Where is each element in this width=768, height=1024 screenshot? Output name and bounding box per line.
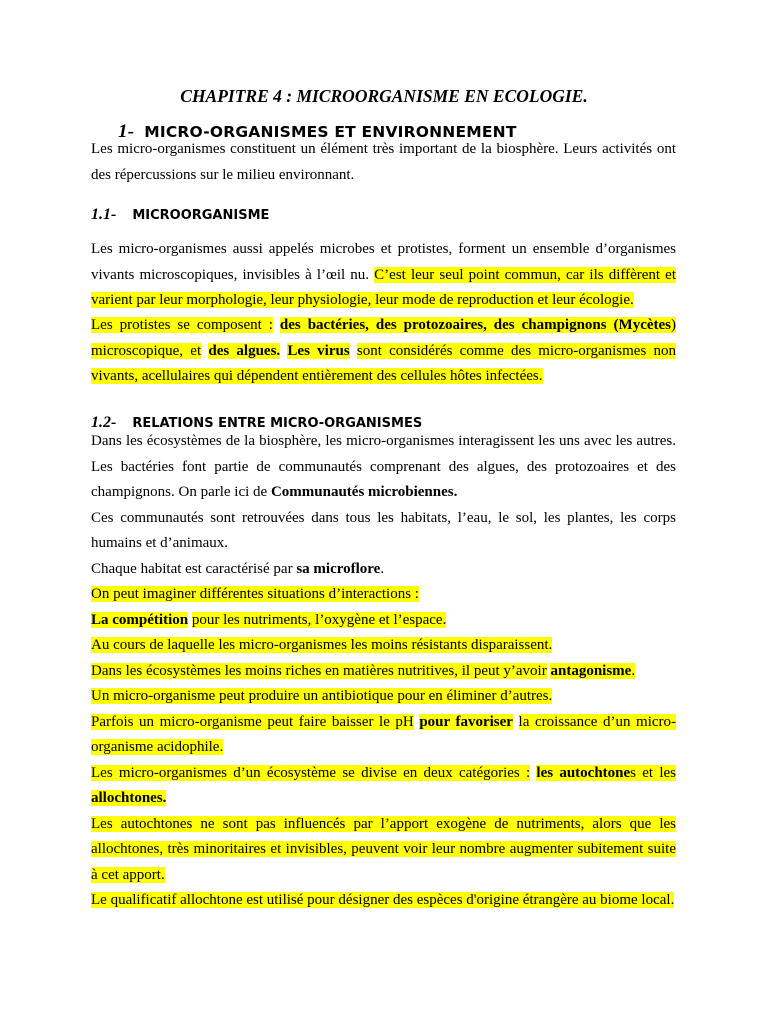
paragraph: Ces communautés sont retrouvées dans tous les habitats, l’eau, le sol, les plantes, les corps humains et d’animaux.: [91, 509, 676, 551]
highlighted-text: Dans les écosystèmes les moins riches en matières nutritives, il peut y’avoir: [91, 662, 547, 679]
highlighted-text: Les protistes se composent :: [91, 317, 273, 333]
paragraph: [91, 888, 676, 914]
chapter-title: CHAPITRE 4 : MICROORGANISME EN ECOLOGIE.: [180, 86, 588, 106]
bold-highlighted-text: des algues.: [208, 342, 281, 359]
section-1-2-title: RELATIONS ENTRE MICRO-ORGANISMES: [132, 416, 423, 431]
paragraph-protists: [91, 313, 676, 390]
text-run: .: [380, 560, 385, 577]
intro-line-1: Les micro-organismes constituent un élément très important de la biosphère. Leurs activités ont: [91, 141, 676, 157]
bold-highlighted-text: La compétition: [91, 611, 189, 628]
highlighted-text: Parfois un micro-organisme peut faire baisser le pH: [91, 713, 414, 730]
paragraph: [91, 582, 676, 608]
section-1-title: MICRO-ORGANISMES ET ENVIRONNEMENT: [144, 123, 517, 141]
paragraph: [91, 812, 676, 889]
highlighted-text: Le qualificatif allochtone est utilisé pour désigner des espèces d'origine étrangère au biome local.: [91, 892, 675, 908]
text-run: Dans les écosystèmes de la biosphère, les micro-organismes interagissent les uns avec les autres. Les bactéries font partie de communautés comprenant des algues, des protozoaires et des champignons. On parle ici de: [91, 433, 676, 500]
paragraph-microorganisms: [91, 237, 676, 314]
bold-highlighted-text: allochtones.: [91, 790, 167, 806]
highlighted-text: Un micro-organisme peut produire un antibiotique pour en éliminer d’autres.: [91, 688, 553, 704]
highlighted-text: ) microscopique, et: [91, 317, 677, 359]
section-1-2-number: 1.2-: [91, 414, 117, 431]
highlighted-text: sont considérés comme des micro-organismes non vivants, acellulaires qui dépendent entièrement des cellules hôtes infectées.: [91, 342, 677, 384]
text-run: Les micro-organismes aussi appelés microbes et protistes, forment un ensemble d’organismes vivants microscopiques, invisibles à l’œil nu.: [91, 241, 676, 283]
section-1-number: 1-: [118, 121, 135, 142]
section-1-1-title: MICROORGANISME: [132, 208, 270, 223]
bold-highlighted-text: antagonisme: [550, 662, 632, 679]
section-1-intro: [91, 137, 676, 188]
highlighted-text: Au cours de laquelle les micro-organismes les moins résistants disparaissent.: [91, 637, 553, 653]
section-1-2-body: [91, 429, 676, 914]
paragraph: [91, 608, 676, 634]
text-run: Chaque habitat est caractérisé par: [91, 560, 293, 577]
paragraph: [91, 659, 676, 685]
bold-highlighted-text: les autochtone: [536, 764, 631, 781]
bold-text: Communautés microbiennes.: [270, 484, 458, 500]
highlighted-text: s et les: [630, 764, 676, 781]
bold-text: sa microflore: [296, 560, 381, 577]
highlighted-text: On peut imaginer différentes situations d’interactions :: [91, 586, 419, 602]
bold-highlighted-text: des bactéries, des protozoaires, des champignons (Mycètes: [279, 317, 672, 333]
highlighted-text: .: [631, 662, 636, 679]
paragraph: [91, 429, 676, 506]
paragraph: [91, 761, 676, 812]
highlighted-text: la croissance d’un micro-organisme acidophile.: [91, 713, 677, 755]
highlighted-text: Les autochtones ne sont pas influencés par l’apport exogène de nutriments, alors que les allochtones, très minoritaires et invisibles, peuvent voir leur nombre augmenter subitement suite à cet apport.: [91, 815, 676, 883]
highlighted-text: pour les nutriments, l’oxygène et l’espace.: [191, 611, 447, 628]
highlighted-text: C’est leur seul point commun, car ils diffèrent et varient par leur morphologie, leur physiologie, leur mode de reproduction et leur écologie.: [91, 266, 676, 308]
section-1-1-heading: [91, 206, 269, 224]
paragraph: [91, 633, 676, 659]
intro-line-2: des répercussions sur le milieu environnant.: [91, 166, 355, 183]
paragraph: [91, 557, 676, 583]
section-1-1-number: 1.1-: [91, 206, 117, 223]
paragraph: [91, 684, 676, 710]
bold-highlighted-text: Les virus: [287, 342, 350, 359]
bold-highlighted-text: pour favoriser: [419, 713, 513, 730]
paragraph: [91, 710, 676, 761]
highlighted-text: Les micro-organismes d’un écosystème se divise en deux catégories :: [91, 764, 531, 781]
